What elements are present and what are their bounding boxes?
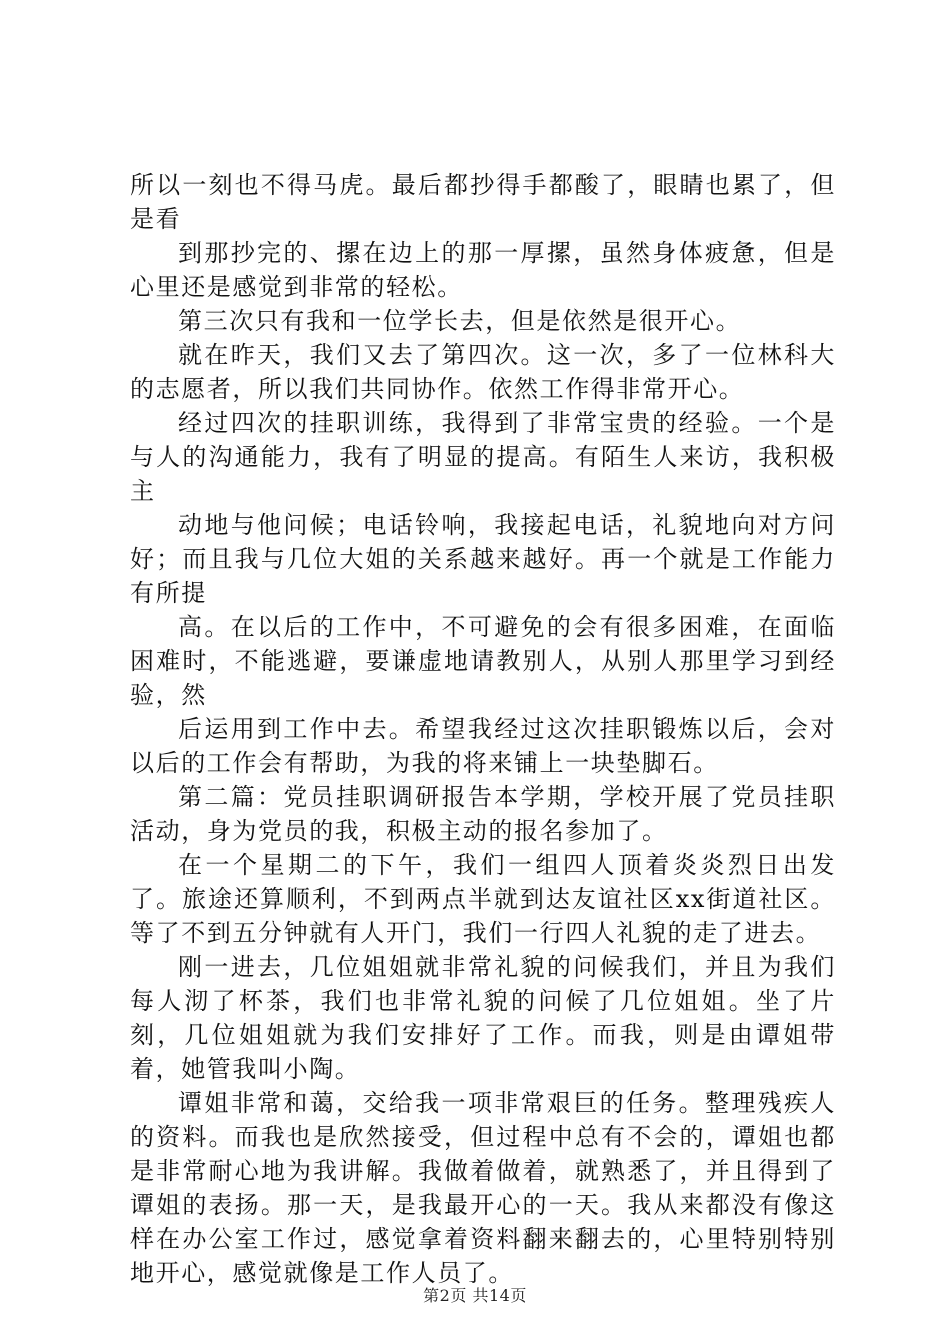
paragraph: 谭姐非常和蔼，交给我一项非常艰巨的任务。整理残疾人的资料。而我也是欣然接受，但过程中总有不会的，谭姐也都是非常耐心地为我讲解。我做着做着，就熟悉了，并且得到了谭姐的表扬。那一天，是我最开心的一天。我从来都没有像这样在办公室工作过，感觉拿着资料翻来翻去的，心里特别特别地开心，感觉就像是工作人员了。 xyxy=(130,1089,836,1287)
paragraph: 后运用到工作中去。希望我经过这次挂职锻炼以后，会对以后的工作会有帮助，为我的将来铺上一块垫脚石。 xyxy=(130,715,836,777)
paragraph: 刚一进去，几位姐姐就非常礼貌的问候我们，并且为我们每人沏了杯茶，我们也非常礼貌的问候了几位姐姐。坐了片刻，几位姐姐就为我们安排好了工作。而我，则是由谭姐带着，她管我叫小陶。 xyxy=(130,953,836,1083)
page-number: 第2页 xyxy=(423,1286,467,1305)
page-footer xyxy=(0,1286,950,1306)
paragraph: 到那抄完的、摞在边上的那一厚摞，虽然身体疲惫，但是心里还是感觉到非常的轻松。 xyxy=(130,239,836,301)
document-body xyxy=(130,168,836,1290)
paragraph: 在一个星期二的下午，我们一组四人顶着炎炎烈日出发了。旅途还算顺利，不到两点半就到达友谊社区xx街道社区。等了不到五分钟就有人开门，我们一行四人礼貌的走了进去。 xyxy=(130,851,836,947)
paragraph: 动地与他问候；电话铃响，我接起电话，礼貌地向对方问好；而且我与几位大姐的关系越来越好。再一个就是工作能力有所提 xyxy=(130,511,836,607)
paragraph: 所以一刻也不得马虎。最后都抄得手都酸了，眼睛也累了，但是看 xyxy=(130,171,836,233)
paragraph: 第二篇：党员挂职调研报告本学期，学校开展了党员挂职活动，身为党员的我，积极主动的报名参加了。 xyxy=(130,783,836,845)
paragraph: 第三次只有我和一位学长去，但是依然是很开心。 xyxy=(178,307,742,335)
paragraph: 经过四次的挂职训练，我得到了非常宝贵的经验。一个是与人的沟通能力，我有了明显的提高。有陌生人来访，我积极主 xyxy=(130,409,836,505)
paragraph: 高。在以后的工作中，不可避免的会有很多困难，在面临困难时，不能逃避，要谦虚地请教别人，从别人那里学习到经验，然 xyxy=(130,613,836,709)
paragraph: 就在昨天，我们又去了第四次。这一次，多了一位林科大的志愿者，所以我们共同协作。依然工作得非常开心。 xyxy=(130,341,836,403)
page-total: 共14页 xyxy=(472,1286,527,1305)
